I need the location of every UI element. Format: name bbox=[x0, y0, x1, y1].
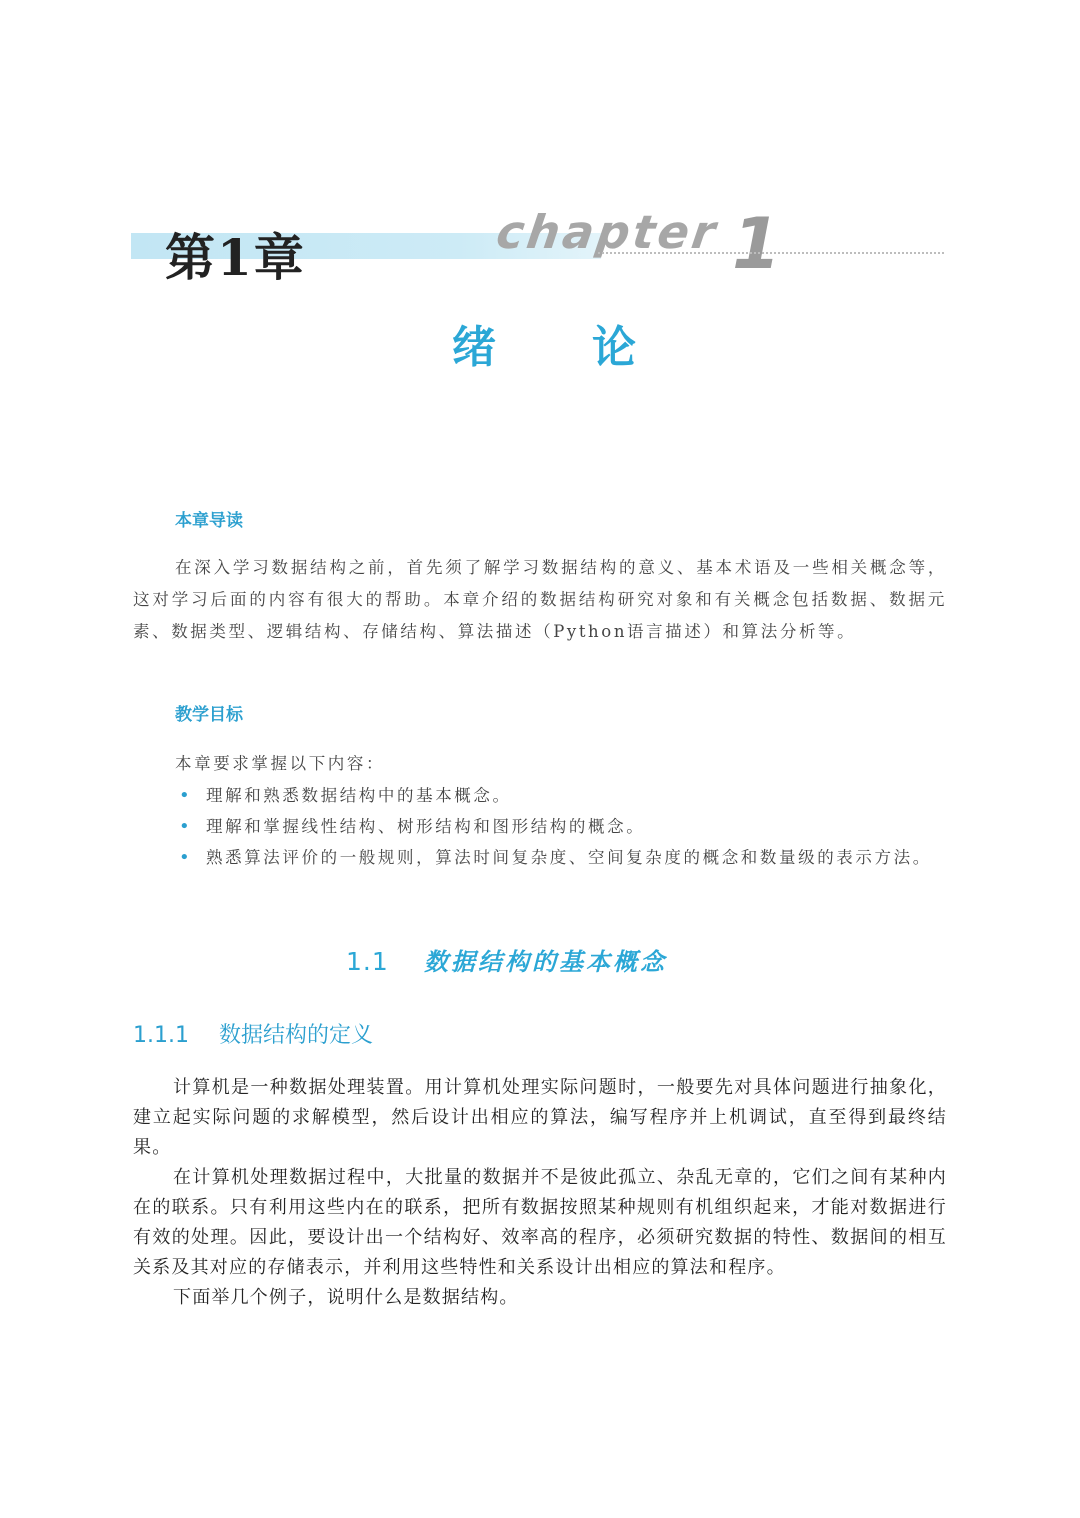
chapter-word-decoration: chapter bbox=[493, 205, 722, 259]
section-number: 1.1 bbox=[346, 947, 389, 976]
section-title: 数据结构的基本概念 bbox=[424, 948, 667, 976]
guide-text: 在深入学习数据结构之前，首先须了解学习数据结构的意义、基本术语及一些相关概念等，这对学习后面的内容有很大的帮助。本章介绍的数据结构研究对象和有关概念包括数据、数据元素、数据类型、逻辑结构、存储结构、算法描述（Python语言描述）和算法分析等。 bbox=[133, 558, 947, 641]
goal-item bbox=[175, 780, 947, 811]
chapter-digit-decoration: 1 bbox=[732, 203, 781, 285]
goal-item bbox=[175, 811, 947, 842]
subsection-number: 1.1.1 bbox=[133, 1023, 189, 1048]
goals-intro: 本章要求掌握以下内容： bbox=[175, 754, 386, 773]
chapter-title: 绪论 bbox=[452, 322, 732, 373]
bullet-icon: • bbox=[179, 816, 193, 837]
goals-list bbox=[175, 780, 947, 873]
goal-text: 熟悉算法评价的一般规则，算法时间复杂度、空间复杂度的概念和数量级的表示方法。 bbox=[206, 848, 932, 867]
goals-label: 教学目标 bbox=[175, 705, 243, 725]
body-paragraph: 下面举几个例子，说明什么是数据结构。 bbox=[173, 1287, 519, 1308]
bullet-icon: • bbox=[179, 847, 193, 868]
goal-text: 理解和熟悉数据结构中的基本概念。 bbox=[206, 786, 512, 805]
dotted-rule bbox=[598, 252, 944, 254]
body-paragraph: 计算机是一种数据处理装置。用计算机处理实际问题时，一般要先对具体问题进行抽象化，建立起实际问题的求解模型，然后设计出相应的算法，编写程序并上机调试，直至得到最终结果。 bbox=[133, 1077, 947, 1158]
guide-label: 本章导读 bbox=[175, 511, 243, 531]
subsection-title: 数据结构的定义 bbox=[218, 1023, 373, 1048]
body-text bbox=[133, 1073, 947, 1313]
bullet-icon: • bbox=[179, 785, 193, 806]
body-paragraph: 在计算机处理数据过程中，大批量的数据并不是彼此孤立、杂乱无章的，它们之间有某种内在的联系。只有利用这些内在的联系，把所有数据按照某种规则有机组织起来，才能对数据进行有效的处理。因此，要设计出一个结构好、效率高的程序，必须研究数据的特性、数据间的相互关系及其对应的存储表示，并利用这些特性和关系设计出相应的算法和程序。 bbox=[133, 1167, 947, 1278]
goal-text: 理解和掌握线性结构、树形结构和图形结构的概念。 bbox=[206, 817, 646, 836]
subsection-heading bbox=[133, 1021, 373, 1051]
chapter-number: 第1章 bbox=[165, 228, 306, 287]
goal-item bbox=[175, 842, 947, 873]
